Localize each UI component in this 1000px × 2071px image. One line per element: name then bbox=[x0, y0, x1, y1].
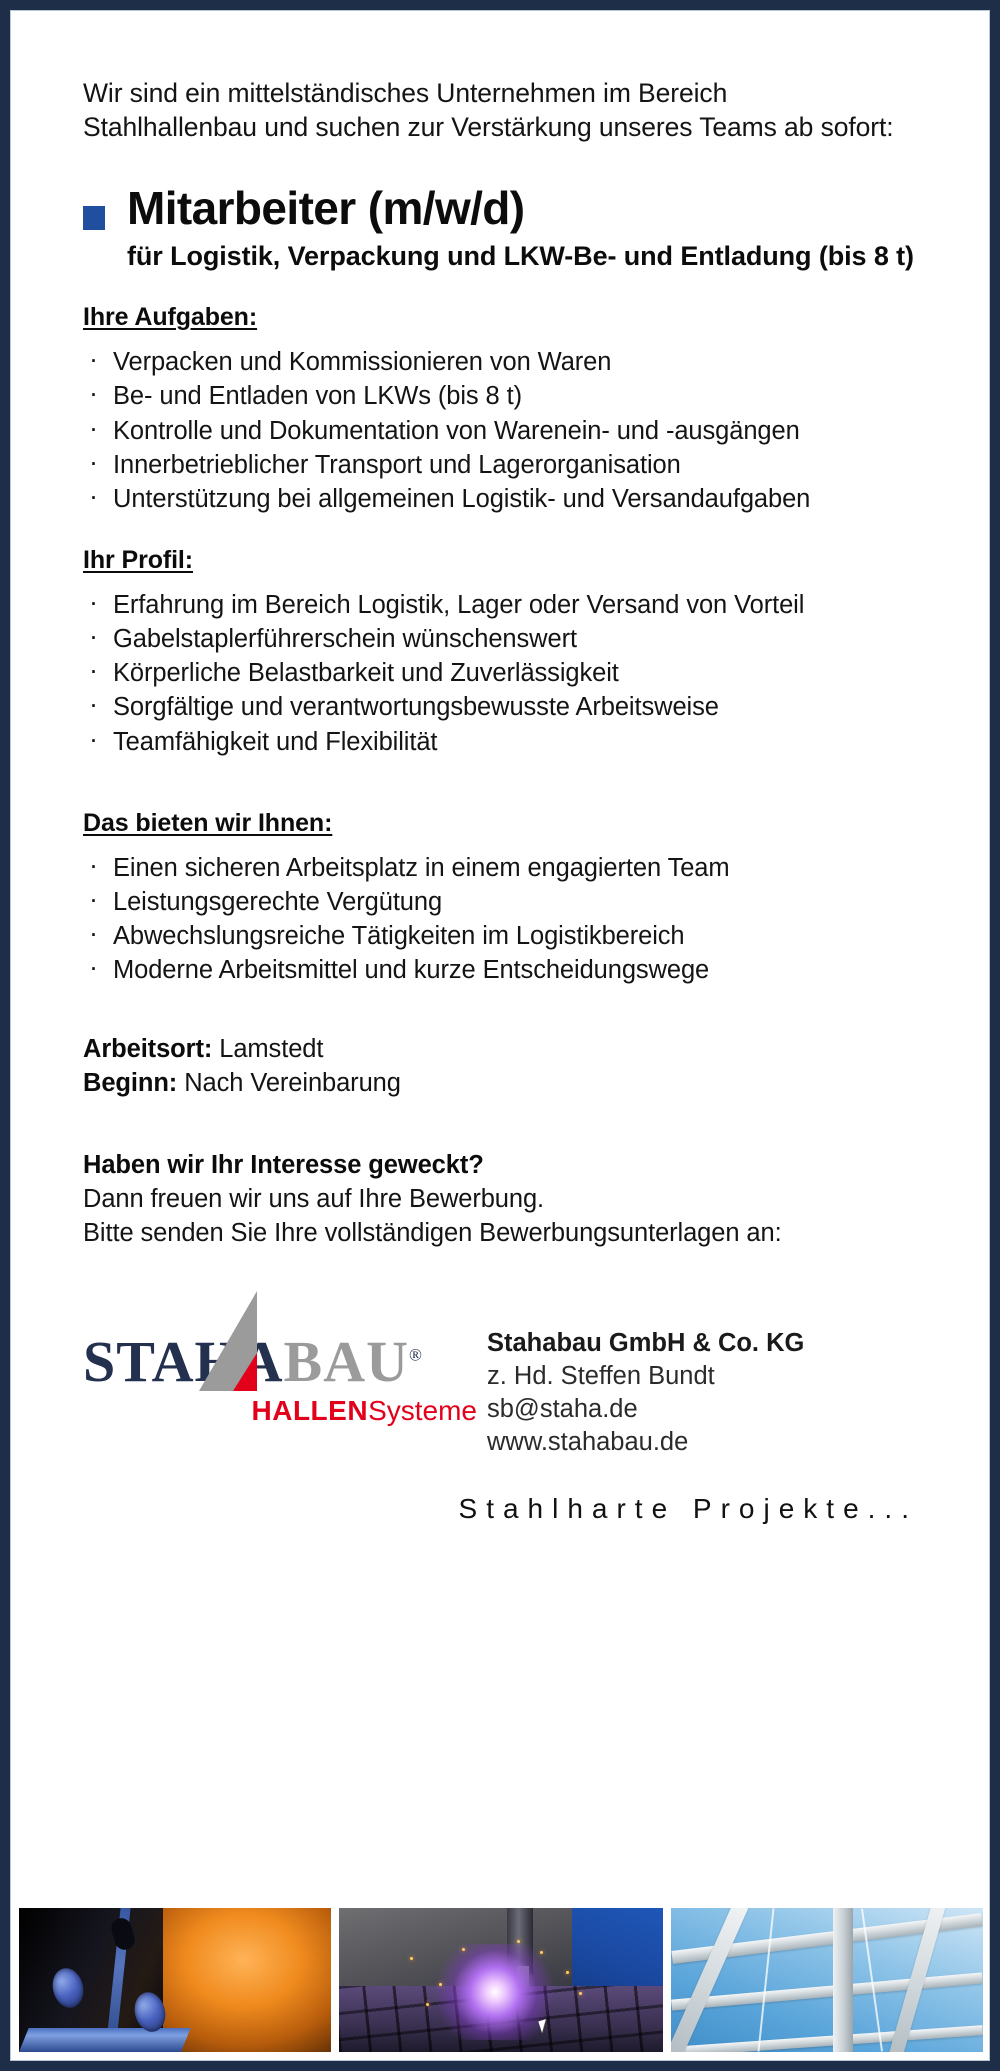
list-item: · Leistungsgerechte Vergütung bbox=[83, 886, 934, 919]
list-item: · Teamfähigkeit und Flexibilität bbox=[83, 726, 934, 759]
contact-website[interactable]: www.stahabau.de bbox=[487, 1428, 689, 1457]
detail-start bbox=[83, 1067, 934, 1101]
job-title-block bbox=[83, 184, 934, 273]
list-item: · Kontrolle und Dokumentation von Warenein- und -ausgängen bbox=[83, 415, 934, 448]
list-item: · Erfahrung im Bereich Logistik, Lager oder Versand von Vorteil bbox=[83, 589, 934, 622]
section-aufgaben bbox=[83, 303, 934, 516]
section-benefits bbox=[83, 809, 934, 988]
job-details bbox=[83, 1033, 934, 1101]
contact-company: Stahabau GmbH & Co. KG bbox=[487, 1328, 805, 1357]
intro-paragraph: Wir sind ein mittelständisches Unternehmen im Bereich Stahlhallenbau und suchen zur Verstärkung unseres Teams ab sofort: bbox=[83, 77, 894, 142]
section-heading: Ihr Profil: bbox=[83, 545, 194, 574]
logo-part-ha: HA bbox=[194, 1328, 284, 1394]
footer-block bbox=[83, 1309, 934, 1460]
list-item: · Abwechslungsreiche Tätigkeiten im Logistikbereich bbox=[83, 920, 934, 953]
section-list bbox=[83, 346, 934, 516]
list-item: · Gabelstaplerführerschein wünschenswert bbox=[83, 623, 934, 656]
list-item: · Körperliche Belastbarkeit und Zuverlässigkeit bbox=[83, 657, 934, 690]
contact-block bbox=[483, 1309, 934, 1460]
detail-start-value: Nach Vereinbarung bbox=[184, 1069, 401, 1098]
photo-steel-beam-bolt-holes bbox=[19, 1908, 331, 2052]
list-item: · Be- und Entladen von LKWs (bis 8 t) bbox=[83, 380, 934, 413]
detail-start-label: Beginn: bbox=[83, 1069, 178, 1098]
photo-steel-roof-structure bbox=[671, 1908, 983, 2052]
list-item: · Moderne Arbeitsmittel und kurze Entscheidungswege bbox=[83, 954, 934, 987]
closing-block bbox=[83, 1149, 934, 1251]
detail-location-label: Arbeitsort: bbox=[83, 1035, 213, 1064]
section-heading: Das bieten wir Ihnen: bbox=[83, 808, 333, 837]
detail-location-value: Lamstedt bbox=[219, 1035, 324, 1064]
closing-line-2: Bitte senden Sie Ihre vollständigen Bewerbungsunterlagen an: bbox=[83, 1218, 782, 1247]
tagline: Stahlharte Projekte... bbox=[458, 1493, 918, 1525]
list-item: · Verpacken und Kommissionieren von Waren bbox=[83, 346, 934, 379]
square-bullet-icon bbox=[83, 206, 105, 230]
job-title-text bbox=[127, 184, 934, 273]
list-item: · Unterstützung bei allgemeinen Logistik- und Versandaufgaben bbox=[83, 483, 934, 516]
logo-part-sta: STA bbox=[83, 1328, 195, 1394]
list-item: · Einen sicheren Arbeitsplatz in einem engagierten Team bbox=[83, 852, 934, 885]
section-profil bbox=[83, 546, 934, 759]
contact-attention: z. Hd. Steffen Bundt bbox=[487, 1361, 715, 1390]
logo-sub-systeme: Systeme bbox=[368, 1394, 477, 1426]
section-heading: Ihre Aufgaben: bbox=[83, 303, 258, 332]
job-subtitle: für Logistik, Verpackung und LKW-Be- und Entladung (bis 8 t) bbox=[127, 241, 914, 272]
logo-subtitle bbox=[83, 1394, 483, 1426]
list-item: · Sorgfältige und verantwortungsbewusste Arbeitsweise bbox=[83, 691, 934, 724]
advert-sheet bbox=[10, 10, 990, 2061]
list-item: · Innerbetrieblicher Transport und Lagerorganisation bbox=[83, 449, 934, 482]
logo-sub-hallen: HALLEN bbox=[251, 1394, 369, 1426]
closing-question: Haben wir Ihr Interesse geweckt? bbox=[83, 1151, 484, 1180]
detail-location bbox=[83, 1033, 934, 1067]
photo-plasma-cutting-machine bbox=[339, 1908, 663, 2052]
registered-trademark-icon: ® bbox=[409, 1345, 422, 1365]
company-logo bbox=[83, 1309, 483, 1425]
page-title: Mitarbeiter (m/w/d) bbox=[127, 182, 525, 235]
photo-strip bbox=[11, 1908, 990, 2060]
closing-line-1: Dann freuen wir uns auf Ihre Bewerbung. bbox=[83, 1184, 545, 1213]
logo-wordmark bbox=[83, 1328, 483, 1394]
advert-content bbox=[11, 11, 989, 1525]
contact-email[interactable]: sb@staha.de bbox=[487, 1395, 638, 1424]
section-list bbox=[83, 589, 934, 759]
logo-part-bau: BAU bbox=[283, 1328, 409, 1394]
section-list bbox=[83, 852, 934, 988]
